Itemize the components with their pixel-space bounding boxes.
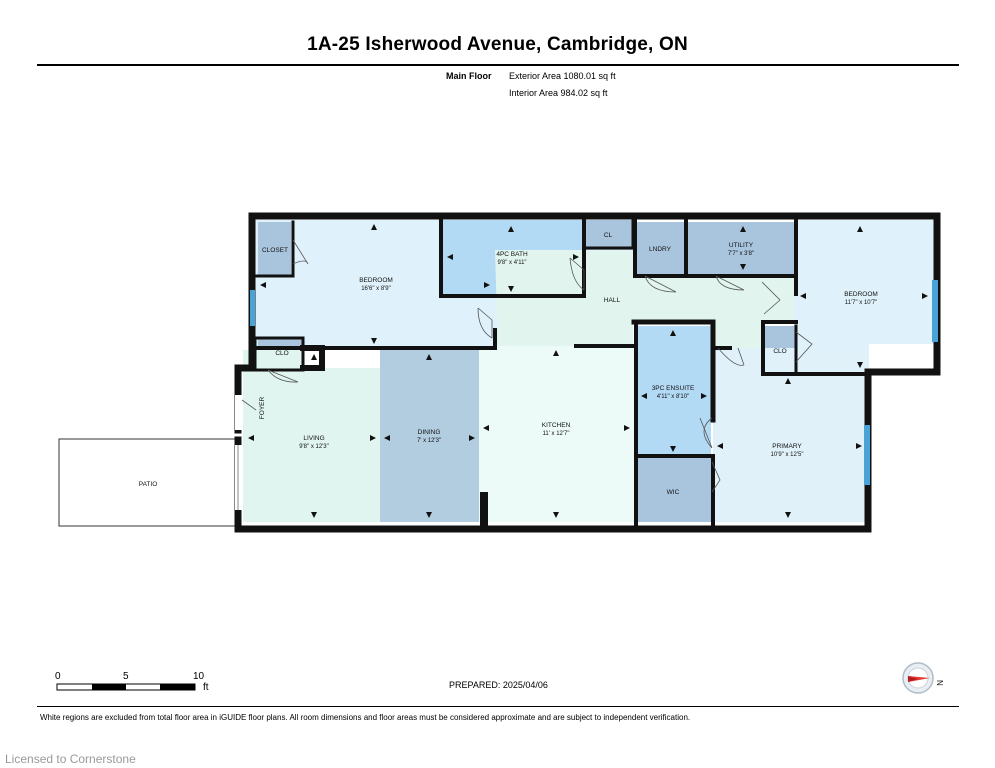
room-label-primary: PRIMARY [772,443,802,450]
scale-label-5: 5 [123,671,129,682]
room-dim-primary: 10'9" x 12'5" [770,452,804,458]
room-dim-bath: 9'8" x 4'11" [497,260,527,266]
room-label-bedroom-right: BEDROOM [844,291,878,298]
room-dim-living: 9'8" x 12'3" [299,444,329,450]
prepared-date: PREPARED: 2025/04/06 [449,680,548,690]
scale-unit: ft [203,682,209,693]
dining-fill [380,350,479,522]
bedroom-right-fill [794,220,934,344]
exterior-area: Exterior Area 1080.01 sq ft [509,71,616,81]
compass-north-label: N [935,680,944,686]
room-label-kitchen: KITCHEN [541,422,571,429]
scale-label-10: 10 [193,671,205,682]
room-label-utility: UTILITY [728,242,754,249]
room-dim-ensuite: 4'11" x 8'10" [656,394,690,400]
room-label-closet: CLOSET [261,247,289,254]
room-label-patio: PATIO [138,481,158,488]
page-title: 1A-25 Isherwood Avenue, Cambridge, ON [307,34,688,55]
compass-icon [903,663,933,693]
room-label-living: LIVING [303,435,325,442]
scale-label-0: 0 [55,671,61,682]
disclaimer: White regions are excluded from total floor area in iGUIDE floor plans. All room dimensions and floor areas must be considered approximate and are subject to independent verification. [40,713,691,722]
room-label-hall: HALL [603,297,621,304]
room-dim-bedroom-right: 11'7" x 10'7" [844,300,878,306]
room-label-clo-left: CLO [275,350,289,357]
room-label-dining: DINING [417,429,441,436]
room-label-wic: WIC [666,489,680,496]
room-dim-bedroom-left: 16'6" x 8'9" [361,286,391,292]
room-dim-utility: 7'7" x 3'8" [727,251,755,257]
room-label-ensuite: 3PC ENSUITE [651,385,695,392]
room-label-foyer: FOYER [259,396,266,420]
room-label-bath: 4PC BATH [496,251,528,258]
footer-divider [37,706,959,707]
room-label-clo-right: CLO [773,348,787,355]
room-label-cl: CL [603,232,613,239]
scale-bar [57,684,195,690]
entry-door-gap [235,395,242,430]
interior-area: Interior Area 984.02 sq ft [509,88,608,98]
room-label-lndry: LNDRY [649,246,671,253]
watermark: Licensed to Cornerstone [5,752,136,766]
room-dim-kitchen: 11' x 12'7" [542,431,570,437]
room-dim-dining: 7' x 12'3" [416,438,442,444]
room-label-bedroom-left: BEDROOM [359,277,393,284]
floor-label: Main Floor [446,71,492,81]
